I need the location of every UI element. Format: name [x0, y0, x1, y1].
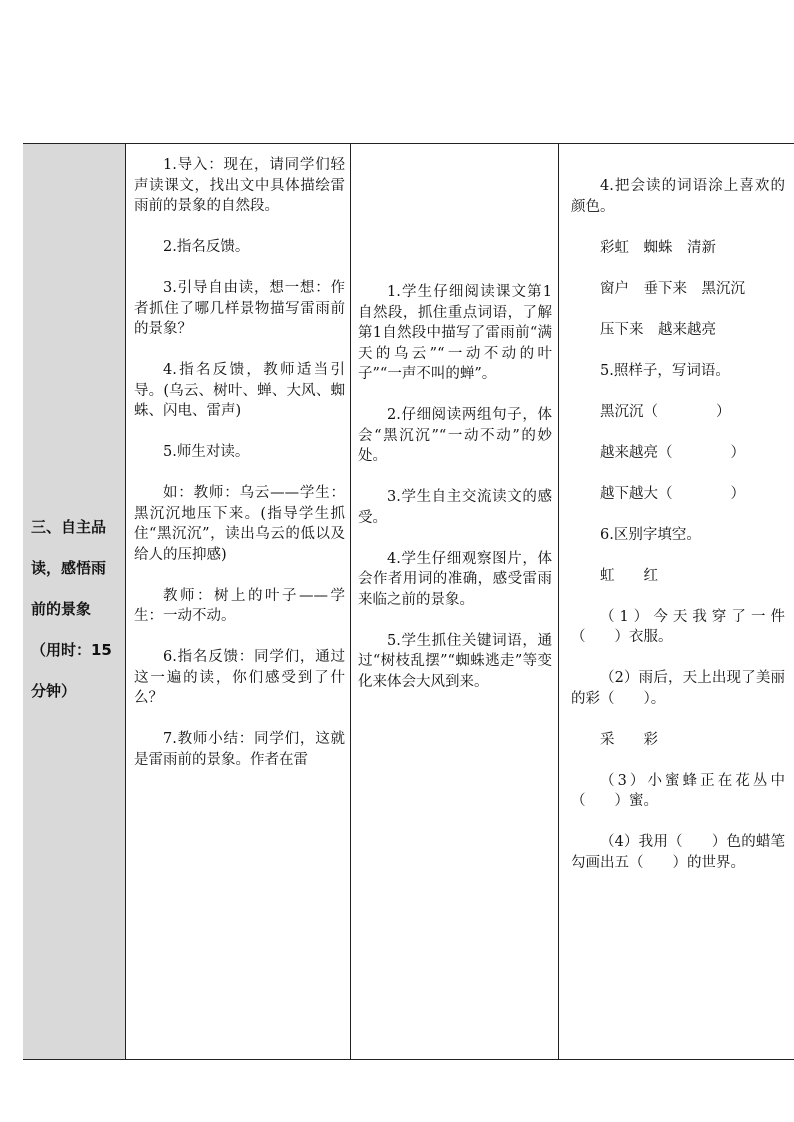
teacher-step: 4.指名反馈，教师适当引导。(乌云、树叶、蝉、大风、蜘蛛、闪电、雷声): [134, 362, 345, 419]
teacher-activity-column: [126, 144, 351, 1059]
exercise-line: 采 彩: [600, 731, 658, 748]
exercise-line: 越来越亮（ ）: [600, 444, 745, 461]
exercise-line: （1）今天我穿了一件（ ）衣服。: [571, 608, 785, 645]
teacher-step: 教师：树上的叶子——学生：一动不动。: [134, 587, 345, 624]
stage-line: 三、自主品: [31, 518, 107, 536]
exercise-line: （3）小蜜蜂正在花丛中（ ）蜜。: [571, 772, 785, 809]
exercise-line: 5.照样子，写词语。: [600, 362, 730, 379]
exercise-line: 彩虹 蜘蛛 清新: [600, 239, 716, 256]
exercise-line: （4）我用（ ）色的蜡笔勾画出五（ ）的世界。: [571, 834, 785, 871]
exercise-line: 黑沉沉（ ）: [600, 403, 731, 420]
stage-line: 读，感悟雨: [31, 559, 107, 577]
stage-line: 分钟）: [31, 682, 77, 700]
student-step: 4.学生仔细观察图片，体会作者用词的准确，感受雷雨来临之前的景象。: [358, 550, 552, 608]
exercise-line: 虹 红: [600, 567, 658, 584]
exercise-text: [571, 176, 785, 894]
student-step: 5.学生抓住关键词语，通过“树枝乱摆”“蜘蛛逃走”等变化来体会大风到来。: [358, 632, 552, 690]
student-activity-column: [351, 144, 559, 1059]
stage-label: [31, 507, 123, 712]
stage-line: （用时：15: [31, 641, 112, 659]
lesson-table: [23, 143, 794, 1060]
student-activity-text: [358, 282, 552, 713]
stage-line: 前的景象: [31, 600, 92, 618]
teacher-activity-text: [134, 155, 345, 791]
teacher-step: 如：教师：乌云——学生：黑沉沉地压下来。(指导学生抓住“黑沉沉”，读出乌云的低以及给人的压抑感): [134, 485, 345, 563]
exercise-line: 4.把会读的词语涂上喜欢的颜色。: [571, 178, 785, 215]
exercise-line: 压下来 越来越亮: [600, 321, 716, 338]
exercise-column: [559, 144, 794, 1059]
teacher-step: 7.教师小结：同学们，这就是雷雨前的景象。作者在雷: [134, 731, 345, 768]
student-step: 1.学生仔细阅读课文第1自然段，抓住重点词语，了解第1自然段中描写了雷雨前“满天的乌云”“一动不动的叶子”“一声不叫的蝉”。: [358, 284, 552, 382]
stage-column: [23, 144, 126, 1059]
exercise-line: 越下越大（ ）: [600, 485, 745, 502]
exercise-line: 6.区别字填空。: [600, 526, 701, 543]
teacher-step: 3.引导自由读，想一想：作者抓住了哪几样景物描写雷雨前的景象？: [134, 280, 345, 337]
teacher-step: 2.指名反馈。: [163, 239, 250, 255]
student-step: 2.仔细阅读两组句子，体会“黑沉沉”“一动不动”的妙处。: [358, 407, 552, 464]
teacher-step: 1.导入：现在，请同学们轻声读课文，找出文中具体描绘雷雨前的景象的自然段。: [134, 157, 345, 214]
teacher-step: 5.师生对读。: [163, 444, 250, 460]
teacher-step: 6.指名反馈：同学们，通过这一遍的读，你们感受到了什么？: [134, 649, 345, 706]
exercise-line: （2）雨后，天上出现了美丽的彩（ ）。: [571, 670, 785, 707]
student-step: 3.学生自主交流读文的感受。: [358, 489, 552, 526]
exercise-line: 窗户 垂下来 黑沉沉: [600, 280, 745, 297]
